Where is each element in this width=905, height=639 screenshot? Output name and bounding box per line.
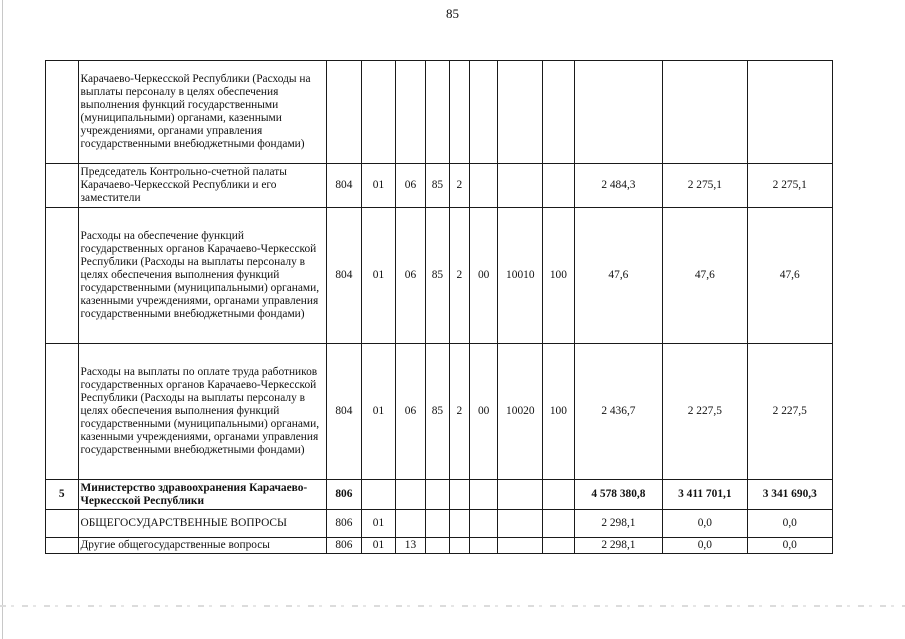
pr-code (395, 61, 426, 164)
vr-code: 100 (543, 344, 575, 480)
cs-part4: 10020 (498, 344, 543, 480)
cs-part1 (426, 538, 449, 554)
vr-code (543, 61, 575, 164)
table-row (46, 480, 833, 510)
amount-year2: 0,0 (663, 538, 747, 554)
row-number (46, 208, 79, 344)
cs-part3 (469, 480, 497, 510)
cs-part2 (449, 510, 469, 538)
cs-part3 (469, 61, 497, 164)
cs-part2 (449, 480, 469, 510)
cs-part1: 85 (426, 208, 449, 344)
expense-name: Расходы на выплаты по оплате труда работников государственных органов Карачаево-Черкесской Республики (Расходы на выплаты персоналу в целях обеспечения выполнения функций государственными (муниципальными) органами, казенными учреждениями, органами управления государственными внебюджетными фондами) (78, 344, 326, 480)
pr-code: 06 (395, 208, 426, 344)
budget-table (45, 60, 833, 554)
rz-code: 01 (362, 208, 396, 344)
amount-year1: 4 578 380,8 (574, 480, 662, 510)
rz-code: 01 (362, 538, 396, 554)
amount-year2 (663, 61, 747, 164)
cs-part4 (498, 61, 543, 164)
cs-part3 (469, 164, 497, 208)
table-row (46, 538, 833, 554)
rz-code: 01 (362, 164, 396, 208)
pr-code (395, 510, 426, 538)
row-number (46, 538, 79, 554)
amount-year2: 47,6 (663, 208, 747, 344)
table-row (46, 61, 833, 164)
cs-part4 (498, 538, 543, 554)
expense-name: Министерство здравоохранения Карачаево-Черкесской Республики (78, 480, 326, 510)
rz-code: 01 (362, 344, 396, 480)
vr-code (543, 480, 575, 510)
page-number: 85 (446, 6, 459, 21)
ved-code: 804 (326, 344, 362, 480)
ved-code: 804 (326, 208, 362, 344)
amount-year3: 2 227,5 (747, 344, 832, 480)
table-row (46, 164, 833, 208)
amount-year1: 2 484,3 (574, 164, 662, 208)
cs-part1: 85 (426, 164, 449, 208)
cs-part4: 10010 (498, 208, 543, 344)
amount-year1: 47,6 (574, 208, 662, 344)
ved-code: 806 (326, 538, 362, 554)
rz-code (362, 61, 396, 164)
expense-name: Другие общегосударственные вопросы (78, 538, 326, 554)
expense-name: Карачаево-Черкесской Республики (Расходы на выплаты персоналу в целях обеспечения выполнения функций государственными (муниципальными) органами, казенными учреждениями, органами управления государственными внебюджетными фондами) (78, 61, 326, 164)
cs-part3 (469, 510, 497, 538)
amount-year2: 2 227,5 (663, 344, 747, 480)
table-row (46, 208, 833, 344)
cs-part4 (498, 510, 543, 538)
amount-year3: 3 341 690,3 (747, 480, 832, 510)
cs-part1 (426, 61, 449, 164)
vr-code (543, 538, 575, 554)
ved-code: 806 (326, 510, 362, 538)
cs-part3: 00 (469, 344, 497, 480)
cs-part2: 2 (449, 164, 469, 208)
cs-part4 (498, 164, 543, 208)
row-number (46, 344, 79, 480)
expense-name: Расходы на обеспечение функций государственных органов Карачаево-Черкесской Республики (Расходы на выплаты персоналу в целях обеспечения выполнения функций государственными (муниципальными) органами, казенными учреждениями, органами управления государственными внебюджетными фондами) (78, 208, 326, 344)
table-row (46, 344, 833, 480)
cs-part3: 00 (469, 208, 497, 344)
expense-name: Председатель Контрольно-счетной палаты Карачаево-Черкесской Республики и его заместители (78, 164, 326, 208)
cs-part1 (426, 510, 449, 538)
cs-part2 (449, 538, 469, 554)
cs-part1 (426, 480, 449, 510)
scan-artifact-line (0, 605, 905, 607)
pr-code: 13 (395, 538, 426, 554)
row-number (46, 164, 79, 208)
pr-code: 06 (395, 344, 426, 480)
amount-year2: 2 275,1 (663, 164, 747, 208)
cs-part4 (498, 480, 543, 510)
amount-year3: 2 275,1 (747, 164, 832, 208)
amount-year3: 0,0 (747, 538, 832, 554)
row-number (46, 61, 79, 164)
amount-year1 (574, 61, 662, 164)
cs-part1: 85 (426, 344, 449, 480)
amount-year3 (747, 61, 832, 164)
amount-year1: 2 298,1 (574, 538, 662, 554)
vr-code (543, 510, 575, 538)
amount-year3: 0,0 (747, 510, 832, 538)
row-number: 5 (46, 480, 79, 510)
rz-code (362, 480, 396, 510)
vr-code: 100 (543, 208, 575, 344)
rz-code: 01 (362, 510, 396, 538)
expense-name: ОБЩЕГОСУДАРСТВЕННЫЕ ВОПРОСЫ (78, 510, 326, 538)
amount-year1: 2 298,1 (574, 510, 662, 538)
row-number (46, 510, 79, 538)
cs-part2 (449, 61, 469, 164)
table-row (46, 510, 833, 538)
vr-code (543, 164, 575, 208)
ved-code: 804 (326, 164, 362, 208)
amount-year1: 2 436,7 (574, 344, 662, 480)
cs-part3 (469, 538, 497, 554)
amount-year2: 0,0 (663, 510, 747, 538)
cs-part2: 2 (449, 208, 469, 344)
cs-part2: 2 (449, 344, 469, 480)
pr-code: 06 (395, 164, 426, 208)
amount-year3: 47,6 (747, 208, 832, 344)
ved-code (326, 61, 362, 164)
pr-code (395, 480, 426, 510)
amount-year2: 3 411 701,1 (663, 480, 747, 510)
page-left-edge (2, 0, 3, 639)
ved-code: 806 (326, 480, 362, 510)
